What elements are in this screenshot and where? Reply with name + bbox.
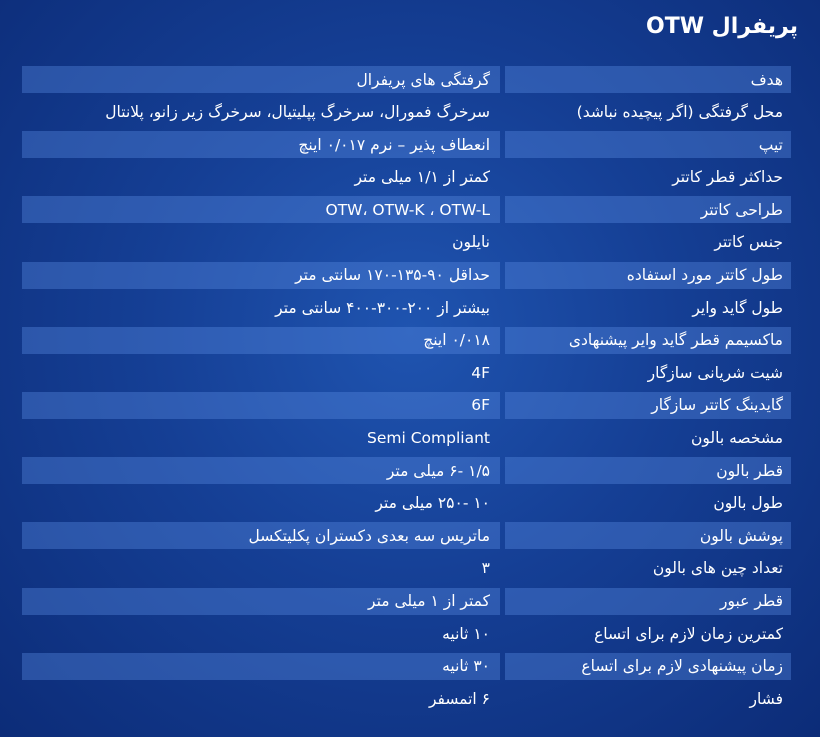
table-row: [0, 131, 820, 164]
row-label: طول بالون: [713, 494, 783, 513]
table-row: [0, 196, 820, 229]
table-row: [0, 392, 820, 425]
row-value: کمتر از ۱ میلی متر: [22, 588, 500, 615]
row-value: ۱/۵ -۶ میلی متر: [22, 457, 500, 484]
row-value: ۳۰ ثانیه: [22, 653, 500, 680]
row-value: ۱۰ -۲۵۰ میلی متر: [375, 494, 490, 513]
row-value: OTW، OTW-K ، OTW-L: [22, 196, 500, 223]
table-row: [0, 490, 820, 523]
row-value: نایلون: [452, 233, 490, 252]
table-row: [0, 66, 820, 99]
table-row: [0, 262, 820, 295]
row-label: تعداد چین های بالون: [652, 559, 783, 578]
table-row: [0, 620, 820, 653]
row-value: سرخرگ فمورال، سرخرگ پپلیتیال، سرخرگ زیر زانو، پلانتال: [105, 103, 490, 122]
table-row: [0, 653, 820, 686]
table-row: [0, 164, 820, 197]
row-label: زمان پیشنهادی لازم برای اتساع: [505, 653, 791, 680]
table-row: [0, 685, 820, 718]
row-value: حداقل ۹۰-۱۳۵-۱۷۰ سانتی متر: [22, 262, 500, 289]
table-row: [0, 588, 820, 621]
row-label: شیت شریانی سازگار: [647, 363, 783, 382]
row-label: گایدینگ کاتتر سازگار: [505, 392, 791, 419]
row-label: فشار: [749, 689, 783, 708]
row-value: 4F: [471, 363, 490, 382]
row-label: پوشش بالون: [505, 522, 791, 549]
row-label: کمترین زمان لازم برای اتساع: [594, 624, 783, 643]
page-title: پریفرال OTW: [646, 14, 798, 39]
row-label: قطر عبور: [505, 588, 791, 615]
row-label: طول کاتتر مورد استفاده: [505, 262, 791, 289]
row-value: بیشتر از ۲۰۰-۳۰۰-۴۰۰ سانتی متر: [275, 298, 490, 317]
table-row: [0, 522, 820, 555]
row-value: 6F: [22, 392, 500, 419]
table-row: [0, 457, 820, 490]
row-label: طول گاید وایر: [692, 298, 783, 317]
row-label: قطر بالون: [505, 457, 791, 484]
row-value: کمتر از ۱/۱ میلی متر: [354, 168, 490, 187]
row-label: مشخصه بالون: [691, 429, 783, 448]
row-value: ۳: [481, 559, 490, 578]
table-row: [0, 294, 820, 327]
row-label: هدف: [505, 66, 791, 93]
table-row: [0, 229, 820, 262]
table-row: [0, 359, 820, 392]
row-value: ۱۰ ثانیه: [442, 624, 490, 643]
row-value: ۶ اتمسفر: [428, 689, 490, 708]
table-row: [0, 555, 820, 588]
spec-table: [0, 66, 820, 718]
row-label: تیپ: [505, 131, 791, 158]
row-value: Semi Compliant: [367, 429, 490, 448]
row-label: حداکثر قطر کاتتر: [672, 168, 783, 187]
row-value: انعطاف پذیر – نرم ۰/۰۱۷ اینچ: [22, 131, 500, 158]
table-row: [0, 99, 820, 132]
row-value: گرفتگی های پریفرال: [22, 66, 500, 93]
row-label: محل گرفتگی (اگر پیچیده نباشد): [576, 103, 783, 122]
row-value: ۰/۰۱۸ اینچ: [22, 327, 500, 354]
row-label: طراحی کاتتر: [505, 196, 791, 223]
table-row: [0, 327, 820, 360]
row-label: ماکسیمم قطر گاید وایر پیشنهادی: [505, 327, 791, 354]
row-value: ماتریس سه بعدی دکستران پکلیتکسل: [22, 522, 500, 549]
row-label: جنس کاتتر: [714, 233, 783, 252]
table-row: [0, 425, 820, 458]
